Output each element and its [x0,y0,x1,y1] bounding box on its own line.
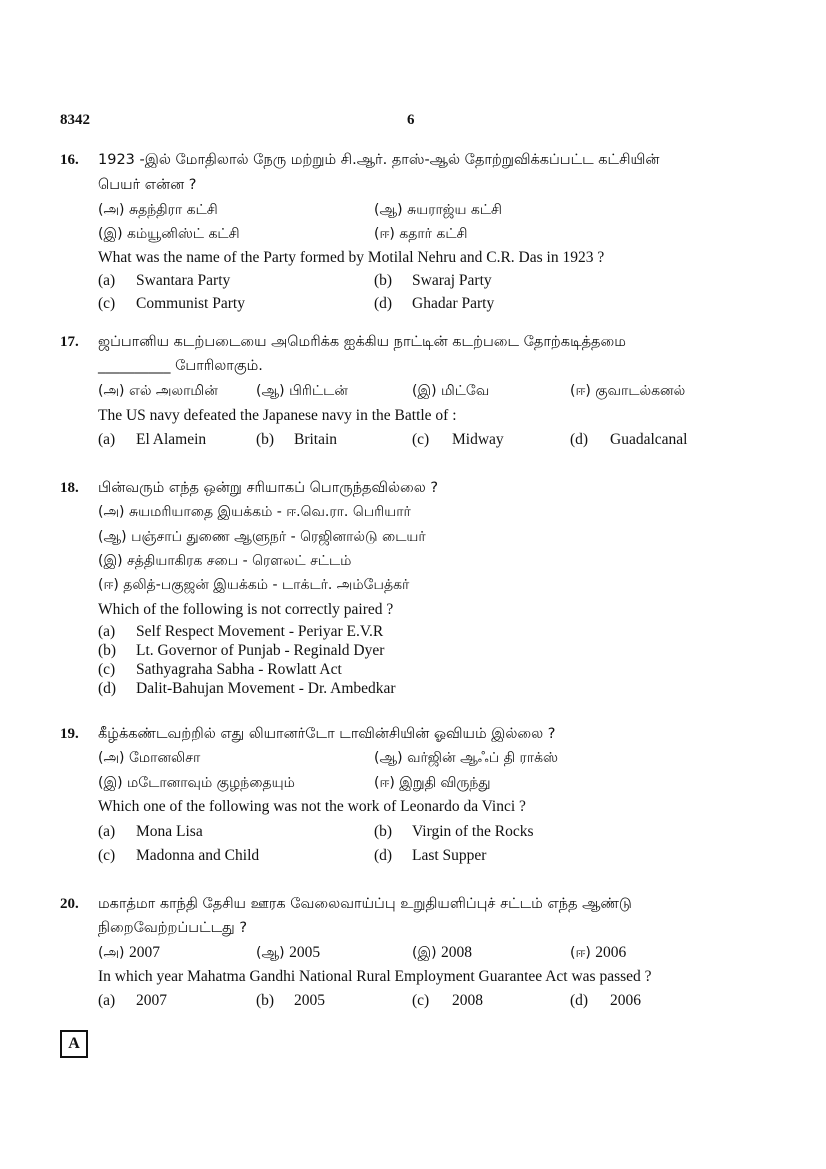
question-tamil-line2: நிறைவேற்றப்பட்டது ? [98,920,248,936]
option-english-d: (d) Last Supper [374,847,487,864]
option-english-b: (b) 2005 [256,992,325,1009]
option-tamil-d: (ஈ) தலித்-பகுஜன் இயக்கம் - டாக்டர். அம்பேத்கர் [98,577,410,593]
question-number: 17. [60,334,79,350]
option-english-a: (a) El Alamein [98,431,207,448]
question-number: 16. [60,152,79,168]
option-english-c: (c) Midway [412,431,504,448]
option-tamil-b: (ஆ) சுயராஜ்ய கட்சி [374,202,502,218]
option-english-d: (d) Dalit-Bahujan Movement - Dr. Ambedkar [98,680,396,697]
option-english-b: (b) Britain [256,431,338,448]
option-english-c: (c) 2008 [412,992,483,1009]
option-english-c: (c) Madonna and Child [98,847,260,864]
option-tamil-d: (ஈ) கதார் கட்சி [374,226,468,242]
option-english-d: (d) 2006 [570,992,641,1009]
option-english-b: (b) Lt. Governor of Punjab - Reginald Dyer [98,642,385,659]
option-tamil-c: (இ) 2008 [412,944,472,961]
option-tamil-b: (ஆ) பிரிட்டன் [256,383,348,399]
option-tamil-b: (ஆ) 2005 [256,944,321,961]
option-tamil-a: (அ) எல் அலாமின் [98,383,218,399]
option-english-a: (a) 2007 [98,992,167,1009]
option-tamil-d: (ஈ) 2006 [570,944,627,961]
option-english-c: (c) Sathyagraha Sabha - Rowlatt Act [98,661,342,678]
option-english-a: (a) Swantara Party [98,272,231,289]
option-tamil-c: (இ) மிட்வே [412,383,490,399]
question-tamil-line1: 1923 -இல் மோதிலால் நேரு மற்றும் சி.ஆர். தாஸ்-ஆல் தோற்றுவிக்கப்பட்ட கட்சியின் [98,152,660,168]
option-tamil-c: (இ) மடோனாவும் குழந்தையும் [98,775,295,791]
paper-code: 8342 [60,112,90,128]
option-english-b: (b) Virgin of the Rocks [374,823,534,840]
question-tamil-line2: __________ போரிலாகும். [98,358,263,374]
option-tamil-d: (ஈ) குவாடல்கனல் [570,383,686,399]
option-english-d: (d) Ghadar Party [374,295,495,312]
option-tamil-d: (ஈ) இறுதி விருந்து [374,775,491,791]
question-english: The US navy defeated the Japanese navy in the Battle of : [98,407,457,424]
question-english: Which one of the following was not the work of Leonardo da Vinci ? [98,798,526,815]
question-tamil-line1: பின்வரும் எந்த ஒன்று சரியாகப் பொருந்தவில்லை ? [98,480,439,496]
question-tamil-line1: கீழ்க்கண்டவற்றில் எது லியானர்டோ டாவின்சியின் ஓவியம் இல்லை ? [98,726,556,742]
option-tamil-a: (அ) 2007 [98,944,160,961]
option-tamil-c: (இ) கம்யூனிஸ்ட் கட்சி [98,226,240,242]
option-english-b: (b) Swaraj Party [374,272,492,289]
option-tamil-a: (அ) சுயமரியாதை இயக்கம் - ஈ.வெ.ரா. பெரியார் [98,504,411,520]
page-number: 6 [407,112,415,128]
question-tamil-line2: பெயர் என்ன ? [98,177,197,193]
question-tamil-line1: மகாத்மா காந்தி தேசிய ஊரக வேலைவாய்ப்பு உறுதியளிப்புச் சட்டம் எந்த ஆண்டு [98,896,632,912]
option-tamil-a: (அ) சுதந்திரா கட்சி [98,202,218,218]
option-tamil-a: (அ) மோனலிசா [98,750,201,766]
question-number: 19. [60,726,79,742]
question-english: Which of the following is not correctly paired ? [98,601,394,618]
question-english: In which year Mahatma Gandhi National Rural Employment Guarantee Act was passed ? [98,968,652,985]
option-english-c: (c) Communist Party [98,295,245,312]
question-number: 18. [60,480,79,496]
option-english-d: (d) Guadalcanal [570,431,688,448]
option-english-a: (a) Mona Lisa [98,823,203,840]
question-tamil-line1: ஜப்பானிய கடற்படையை அமெரிக்க ஐக்கிய நாட்டின் கடற்படை தோற்கடித்தமை [98,334,626,350]
option-tamil-b: (ஆ) பஞ்சாப் துணை ஆளுநர் - ரெஜினால்டு டையர் [98,529,426,545]
option-tamil-c: (இ) சத்தியாகிரக சபை - ரௌலட் சட்டம் [98,553,352,569]
option-tamil-b: (ஆ) வர்ஜின் ஆஃப் தி ராக்ஸ் [374,750,559,766]
booklet-series-box: A [60,1030,88,1058]
question-number: 20. [60,896,79,912]
question-english: What was the name of the Party formed by Motilal Nehru and C.R. Das in 1923 ? [98,249,605,266]
option-english-a: (a) Self Respect Movement - Periyar E.V.R [98,623,384,640]
